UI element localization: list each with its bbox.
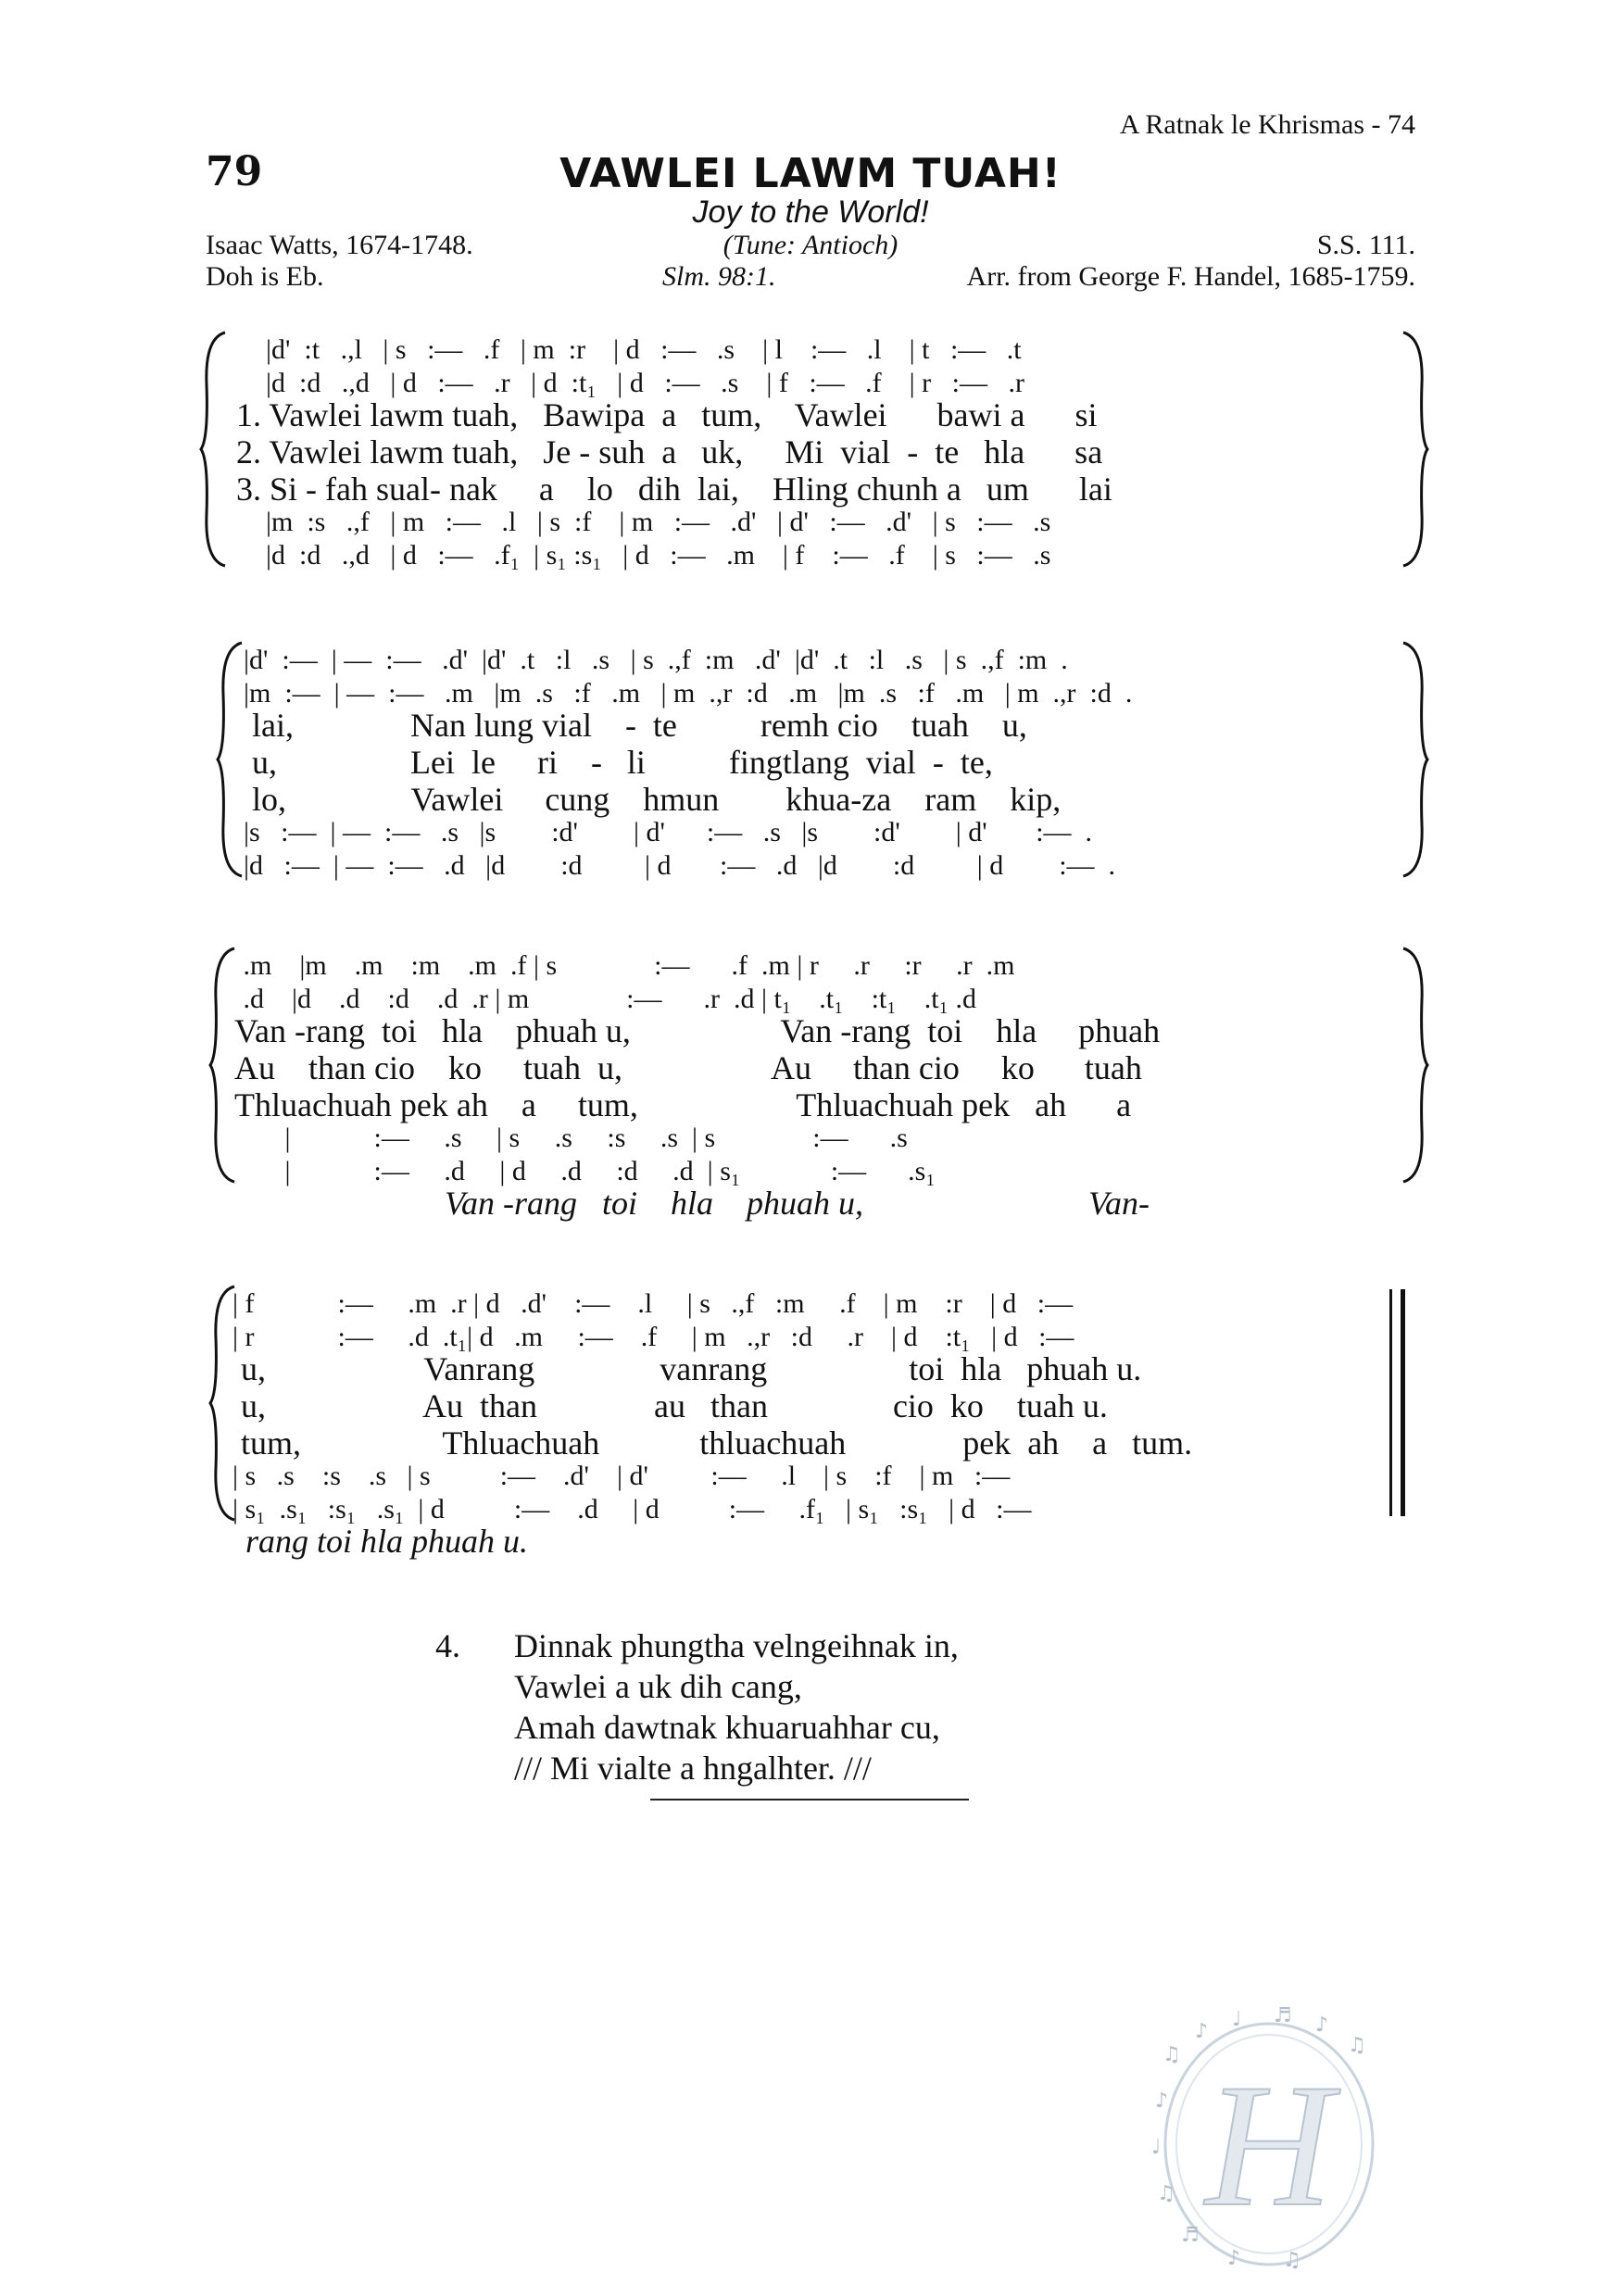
end-rule <box>650 1799 969 1800</box>
soprano-line: |d' :t .,l | s :— .f | m :r | d :— .s | l :— .l | t :— .t <box>266 334 1022 365</box>
svg-text:♬: ♬ <box>1274 2005 1292 2027</box>
lyric-verse-2: u, Au than au than cio ko tuah u. <box>232 1387 1108 1424</box>
lyric-verse-2: u, Lei le ri - li fingtlang vial - te, <box>244 744 993 781</box>
music-system-2 <box>199 639 1431 889</box>
alto-line: |d :d .,d | d :— .r | d :t₁ | d :— .s | f :— .f | r :— .r <box>266 368 1024 398</box>
right-brace <box>1401 945 1429 1186</box>
lyric-verse-2: Au than cio ko tuah u, Au than cio ko tuah <box>234 1049 1142 1086</box>
verse-4-line-4: /// Mi vialte a hngalhter. /// <box>514 1750 872 1787</box>
lyric-verse-1: 1. Vawlei lawm tuah, Bawipa a tum, Vawlei bawi a si <box>236 396 1098 433</box>
hymn-subtitle: Joy to the World! <box>692 194 929 230</box>
ss-reference: S.S. 111. <box>1316 230 1415 260</box>
page-header: A Ratnak le Khrismas - 74 <box>1119 109 1415 140</box>
soprano-line: .m |m .m :m .m .f | s :— .f .m | r .r :r .r .m <box>236 950 1015 981</box>
svg-text:♪: ♪ <box>1315 2014 1329 2037</box>
bass-echo-lyric: rang toi hla phuah u. <box>245 1523 529 1560</box>
tenor-line: |s :— | — :— .s |s :d' | d' :— .s |s :d' | d' :— . <box>244 817 1093 847</box>
alto-line: |m :— | — :— .m |m .s :f .m | m .,r :d .m |m .s :f .m | m .,r :d . <box>244 678 1133 709</box>
verse-4-line-2: Vawlei a uk dih cang, <box>514 1668 802 1705</box>
lyric-verse-2: 2. Vawlei lawm tuah, Je - suh a uk, Mi vial - te hla sa <box>236 433 1103 470</box>
final-barline-thin <box>1389 1289 1392 1516</box>
author: Isaac Watts, 1674-1748. <box>206 230 473 260</box>
verse-4-number: 4. <box>435 1627 460 1664</box>
left-brace <box>208 945 236 1186</box>
svg-text:♬: ♬ <box>1181 2224 1200 2247</box>
alto-line: | r :— .d .t₁| d .m :— .f | m .,r :d .r | d :t₁ | d :— <box>232 1322 1074 1352</box>
left-brace <box>199 329 227 570</box>
left-brace <box>216 639 244 880</box>
svg-text:♪: ♪ <box>1195 2020 1209 2043</box>
right-brace <box>1401 639 1429 880</box>
tenor-line: | s .s :s .s | s :— .d' | d' :— .l | s :f | m :— <box>232 1461 1011 1491</box>
music-system-4 <box>199 1283 1431 1560</box>
svg-text:♩: ♩ <box>1151 2136 1162 2159</box>
lyric-verse-1: Van -rang toi hla phuah u, Van -rang toi hla phuah <box>234 1012 1161 1049</box>
svg-text:♫: ♫ <box>1157 2182 1175 2205</box>
verse-4-line-1: Dinnak phungtha velngeihnak in, <box>514 1627 959 1664</box>
svg-text:♫: ♫ <box>1162 2043 1181 2066</box>
svg-text:♫: ♫ <box>1348 2034 1366 2057</box>
svg-text:♩: ♩ <box>1232 2008 1242 2031</box>
lyric-verse-3: 3. Si - fah sual- nak a lo dih lai, Hling chunh a um lai <box>236 470 1112 508</box>
hymn-number: 79 <box>206 148 263 195</box>
bass-line: |d :d .,d | d :— .f₁ | s₁ :s₁ | d :— .m | f :— .f | s :— .s <box>266 540 1051 571</box>
bass-echo-lyric: Van -rang toi hla phuah u, Van- <box>236 1185 1150 1222</box>
svg-text:♫: ♫ <box>1283 2249 1301 2272</box>
soprano-line: |d' :— | — :— .d' |d' .t :l .s | s .,f :m .d' |d' .t :l .s | s .,f :m . <box>244 645 1068 675</box>
bass-line: |d :— | — :— .d |d :d | d :— .d |d :d | d :— . <box>244 850 1116 881</box>
bass-line: | s₁ .s₁ :s₁ .s₁ | d :— .d | d :— .f₁ | s₁ :s₁ | d :— <box>232 1494 1032 1524</box>
svg-text:♪: ♪ <box>1227 2247 1241 2270</box>
lyric-verse-1: lai, Nan lung vial - te remh cio tuah u, <box>244 707 1027 744</box>
tune-name: (Tune: Antioch) <box>723 230 898 260</box>
final-barline-thick <box>1401 1289 1405 1516</box>
lyric-verse-3: lo, Vawlei cung hmun khua-za ram kip, <box>244 781 1062 818</box>
hymn-title: VAWLEI LAWM TUAH! <box>559 150 1062 197</box>
music-system-3 <box>199 945 1431 1232</box>
key-signature: Doh is Eb. <box>206 261 324 292</box>
watermark-logo <box>1144 2005 1394 2274</box>
arranger: Arr. from George F. Handel, 1685-1759. <box>966 261 1415 292</box>
lyric-verse-3: Thluachuah pek ah a tum, Thluachuah pek ah a <box>234 1086 1132 1123</box>
soprano-line: | f :— .m .r | d .d' :— .l | s .,f :m .f | m :r | d :— <box>232 1288 1074 1319</box>
lyric-verse-1: u, Vanrang vanrang toi hla phuah u. <box>232 1350 1142 1387</box>
bass-line: | :— .d | d .d :d .d | s₁ :— .s₁ <box>236 1156 936 1186</box>
lyric-verse-3: tum, Thluachuah thluachuah pek ah a tum. <box>232 1424 1193 1462</box>
alto-line: .d |d .d :d .d .r | m :— .r .d | t₁ .t₁ :t₁ .t₁ .d <box>236 984 977 1014</box>
tenor-line: |m :s .,f | m :— .l | s :f | m :— .d' | d' :— .d' | s :— .s <box>266 507 1051 537</box>
verse-4-line-3: Amah dawtnak khuaruahhar cu, <box>514 1709 940 1746</box>
watermark-letter: H <box>1205 2049 1333 2243</box>
tenor-line: | :— .s | s .s :s .s | s :— .s <box>236 1123 908 1153</box>
svg-text:♪: ♪ <box>1155 2089 1169 2113</box>
music-system-1 <box>199 329 1431 579</box>
scripture-reference: Slm. 98:1. <box>662 261 776 292</box>
right-brace <box>1401 329 1429 570</box>
